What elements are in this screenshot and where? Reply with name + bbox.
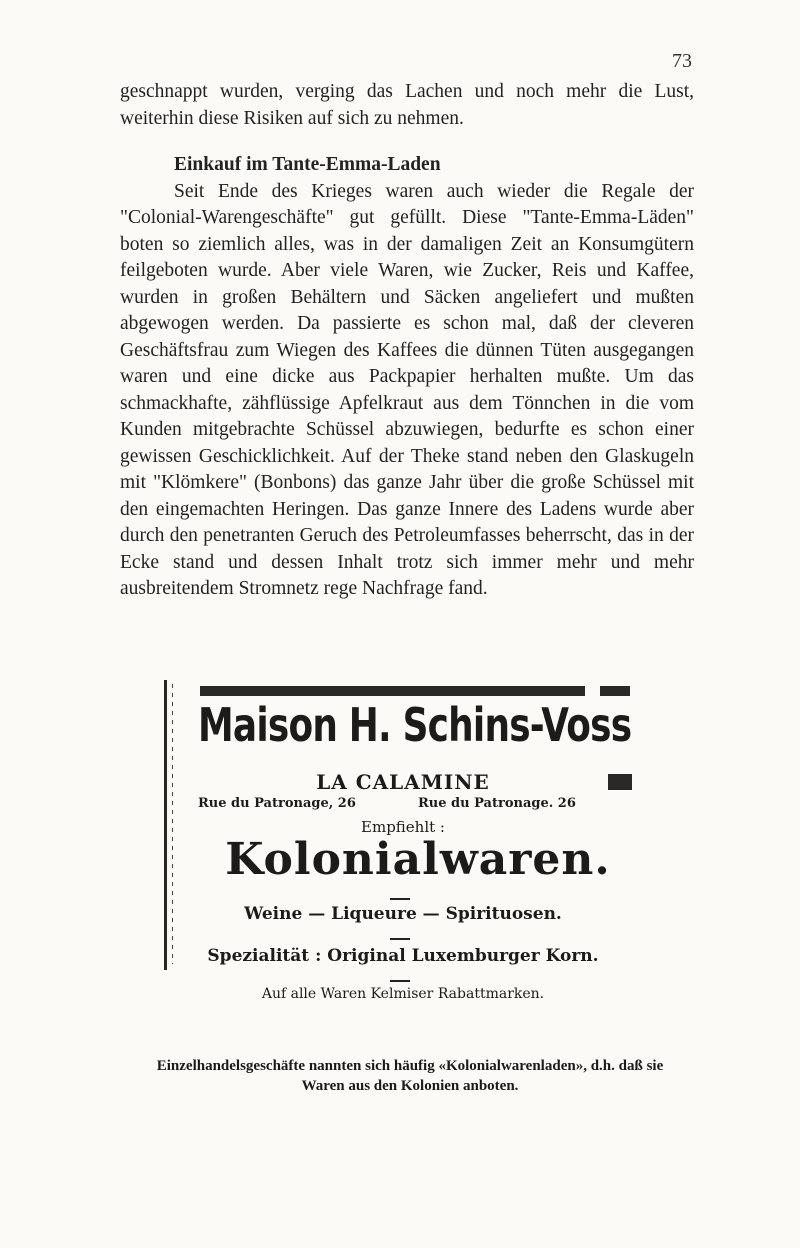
- figure-caption: [112, 1056, 708, 1096]
- ad-title: Maison H. Schins-Voss: [198, 698, 632, 752]
- ad-main-heading: Kolonialwaren.: [225, 834, 611, 885]
- ad-town: LA CALAMINE: [316, 770, 490, 794]
- ad-top-bar: [200, 686, 585, 696]
- caption-line-2: Waren aus den Kolonien anboten.: [301, 1078, 519, 1094]
- ad-line-specialty: Spezialität : Original Luxemburger Korn.: [207, 946, 599, 966]
- ad-line-stamps: Auf alle Waren Kelmiser Rabattmarken.: [261, 986, 545, 1002]
- ad-address-right: Rue du Patronage. 26: [418, 796, 576, 811]
- ad-divider: [390, 938, 410, 940]
- section-paragraph: Seit Ende des Krieges waren auch wieder die Regale der "Colonial-Warengeschäfte" gut gefüllt. Diese "Tante-Emma-Läden" boten so ziemlich alles, was in der damaligen Zeit an Konsumgütern feilgeboten wurde. Aber viele Waren, wie Zucker, Reis und Kaffee, wurden in großen Behältern und Säcken angeliefert und mußten abgewogen werden. Da passierte es schon mal, daß der cleveren Geschäftsfrau zum Wiegen des Kaffees die dünnen Tüten ausgegangen waren und eine dicke aus Packpapier herhalten mußte. Um das schmackhafte, zähflüssige Apfelkraut aus dem Tönnchen in die vom Kunden mitgebrachte Schüssel abzuwiegen, bedurfte es schon einer gewissen Geschicklichkeit. Auf der Theke stand neben den Glaskugeln mit "Klömkere" (Bonbons) das ganze Jahr über die große Schüssel mit den eingemachten Heringen. Das ganze Innere des Ladens wurde aber durch den penetranten Geruch des Petroleumfasses beherrscht, das in der Ecke stand und dessen Inhalt trotz sich immer mehr und mehr ausbreitendem Stromnetz rege Nachfrage fand.: [120, 180, 694, 599]
- ad-line-drinks: Weine — Liqueure — Spirituosen.: [244, 904, 562, 924]
- ad-address-left: Rue du Patronage, 26: [198, 796, 356, 811]
- page-number: 73: [672, 50, 692, 72]
- advertisement-image: [158, 672, 648, 1017]
- ad-recommends: Empfiehlt :: [361, 818, 445, 836]
- ad-ink-blot: [608, 774, 632, 790]
- ad-divider: [390, 898, 410, 900]
- ad-divider: [390, 980, 410, 982]
- section-heading: Einkauf im Tante-Emma-Laden: [174, 154, 441, 175]
- body-text: [120, 79, 694, 603]
- caption-line-1: Einzelhandelsgeschäfte nannten sich häufig «Kolonialwarenladen», d.h. daß sie: [156, 1058, 664, 1074]
- opening-paragraph: geschnappt wurden, verging das Lachen und noch mehr die Lust, weiterhin diese Risiken auf sich zu nehmen.: [120, 81, 694, 129]
- ad-top-bar-end: [600, 686, 630, 696]
